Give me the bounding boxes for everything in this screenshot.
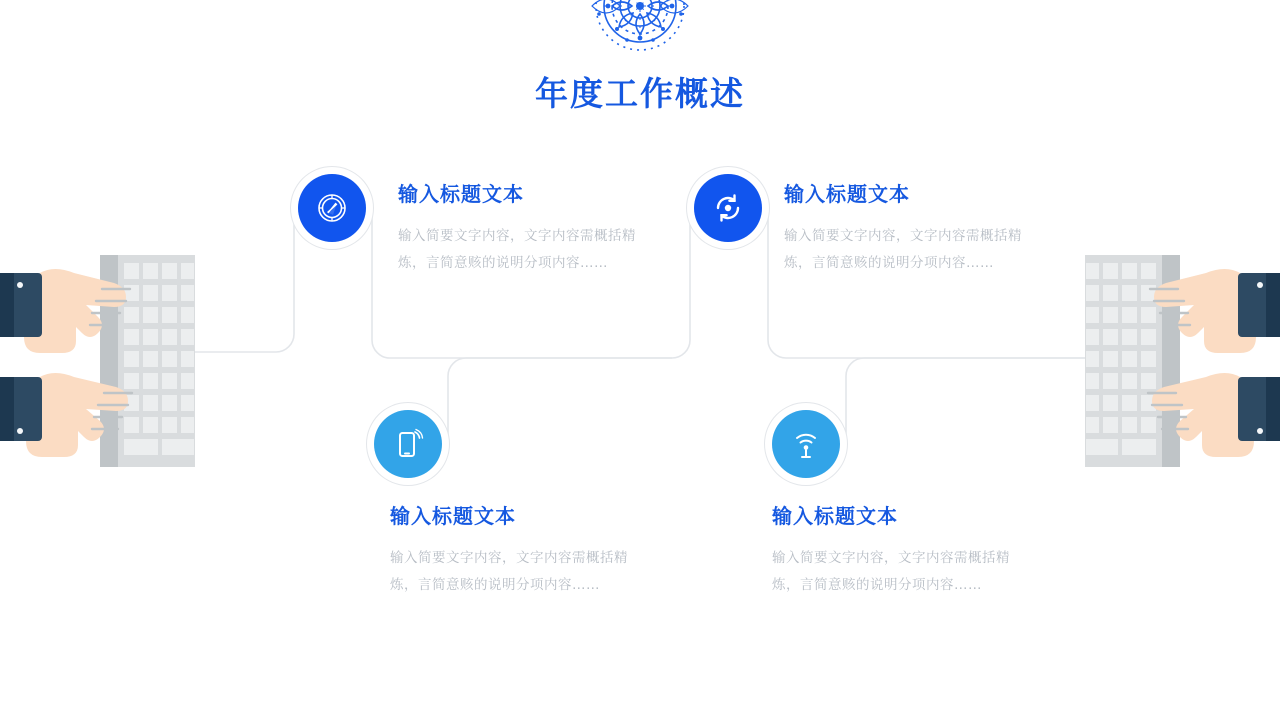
icon-compass-circle[interactable] (298, 174, 366, 242)
hands-typing-keyboard-left-illustration (0, 255, 210, 474)
hands-typing-keyboard-right-illustration (1070, 255, 1280, 474)
item-title: 输入标题文本 (772, 504, 898, 528)
item-description: 输入简要文字内容，文字内容需概括精炼，言简意赅的说明分项内容…… (398, 228, 636, 271)
icon-wifi-circle[interactable] (772, 410, 840, 478)
item-title: 输入标题文本 (390, 504, 516, 528)
sync-refresh-icon (711, 191, 745, 225)
text-block-item-4 (772, 500, 1022, 599)
icon-sync-circle[interactable] (694, 174, 762, 242)
item-title: 输入标题文本 (784, 182, 910, 206)
item-title: 输入标题文本 (398, 182, 524, 206)
page-title: 年度工作概述 (535, 74, 745, 113)
text-block-item-2 (784, 178, 1034, 277)
item-description: 输入简要文字内容，文字内容需概括精炼，言简意赅的说明分项内容…… (390, 550, 628, 593)
wifi-signal-icon (790, 428, 822, 460)
item-description: 输入简要文字内容，文字内容需概括精炼，言简意赅的说明分项内容…… (772, 550, 1010, 593)
icon-mobile-circle[interactable] (374, 410, 442, 478)
text-block-item-1 (398, 178, 653, 277)
text-block-item-3 (390, 500, 640, 599)
compass-icon (315, 191, 349, 225)
mobile-phone-icon (392, 428, 424, 460)
item-description: 输入简要文字内容，文字内容需概括精炼，言简意赅的说明分项内容…… (784, 228, 1022, 271)
